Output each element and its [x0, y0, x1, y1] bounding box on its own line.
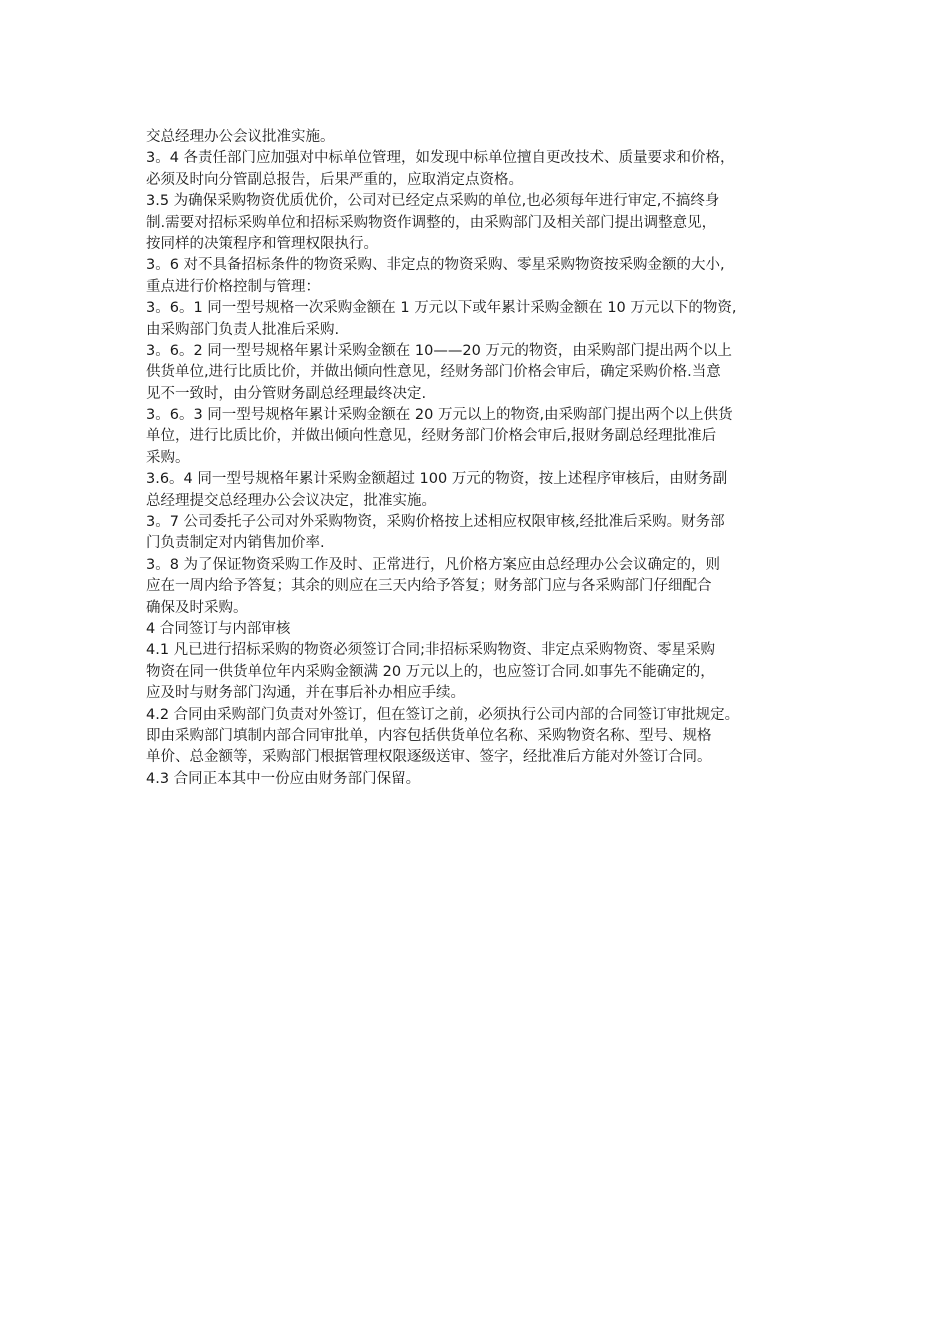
text-line: 3。8 为了保证物资采购工作及时、正常进行，凡价格方案应由总经理办公会议确定的，则: [146, 556, 721, 573]
text-line: 应在一周内给予答复；其余的则应在三天内给予答复；财务部门应与各采购部门仔细配合: [146, 578, 712, 595]
text-line: 单位，进行比质比价，并做出倾向性意见，经财务部门价格会审后,报财务副总经理批准后: [146, 428, 717, 445]
text-line: 按同样的决策程序和管理权限执行。: [146, 235, 378, 252]
text-line: 制.需要对招标采购单位和招标采购物资作调整的，由采购部门及相关部门提出调整意见，: [146, 214, 717, 231]
text-line: 3。4 各责任部门应加强对中标单位管理，如发现中标单位擅自更改技术、质量要求和价格，: [146, 150, 735, 167]
text-line: 3。6。3 同一型号规格年累计采购金额在 20 万元以上的物资,由采购部门提出两个以上供货: [146, 407, 733, 424]
text-line: 见不一致时，由分管财务副总经理最终决定.: [146, 385, 427, 402]
text-line: 物资在同一供货单位年内采购金额满 20 万元以上的，也应签订合同.如事先不能确定的，: [146, 663, 715, 680]
text-line: 3.5 为确保采购物资优质优价，公司对已经定点采购的单位,也必须每年进行审定,不搞终身: [146, 193, 720, 210]
text-line: 确保及时采购。: [146, 599, 248, 616]
text-line: 4.3 合同正本其中一份应由财务部门保留。: [146, 770, 421, 787]
text-line: 总经理提交总经理办公会议决定，批准实施。: [146, 492, 436, 509]
text-line: 供货单位,进行比质比价，并做出倾向性意见，经财务部门价格会审后，确定采购价格.当意: [146, 364, 721, 381]
text-line: 门负责制定对内销售加价率.: [146, 535, 325, 552]
document-body: [146, 127, 816, 790]
text-line: 即由采购部门填制内部合同审批单，内容包括供货单位名称、采购物资名称、型号、规格: [146, 727, 712, 744]
text-line: 由采购部门负责人批准后采购.: [146, 321, 340, 338]
text-line: 重点进行价格控制与管理：: [146, 278, 320, 295]
text-line: 应及时与财务部门沟通，并在事后补办相应手续。: [146, 685, 465, 702]
text-line: 4.1 凡已进行招标采购的物资必须签订合同;非招标采购物资、非定点采购物资、零星采购: [146, 642, 716, 659]
section-heading: 4 合同签订与内部审核: [146, 620, 291, 637]
text-line: 采购。: [146, 449, 190, 466]
text-line: 3。6。2 同一型号规格年累计采购金额在 10——20 万元的物资，由采购部门提出两个以上: [146, 342, 732, 359]
text-line: 单价、总金额等，采购部门根据管理权限逐级送审、签字，经批准后方能对外签订合同。: [146, 749, 712, 766]
text-line: 交总经理办公会议批准实施。: [146, 129, 335, 145]
text-line: 3.6。4 同一型号规格年累计采购金额超过 100 万元的物资，按上述程序审核后，由财务副: [146, 471, 728, 488]
text-line: 必须及时向分管副总报告，后果严重的，应取消定点资格。: [146, 171, 523, 188]
text-line: 3。6 对不具备招标条件的物资采购、非定点的物资采购、零星采购物资按采购金额的大小,: [146, 257, 725, 274]
text-line: 3。6。1 同一型号规格一次采购金额在 1 万元以下或年累计采购金额在 10 万元以下的物资,: [146, 300, 737, 317]
text-line: 4.2 合同由采购部门负责对外签订，但在签订之前，必须执行公司内部的合同签订审批规定。: [146, 706, 740, 723]
text-line: 3。7 公司委托子公司对外采购物资，采购价格按上述相应权限审核,经批准后采购。财务部: [146, 514, 725, 531]
